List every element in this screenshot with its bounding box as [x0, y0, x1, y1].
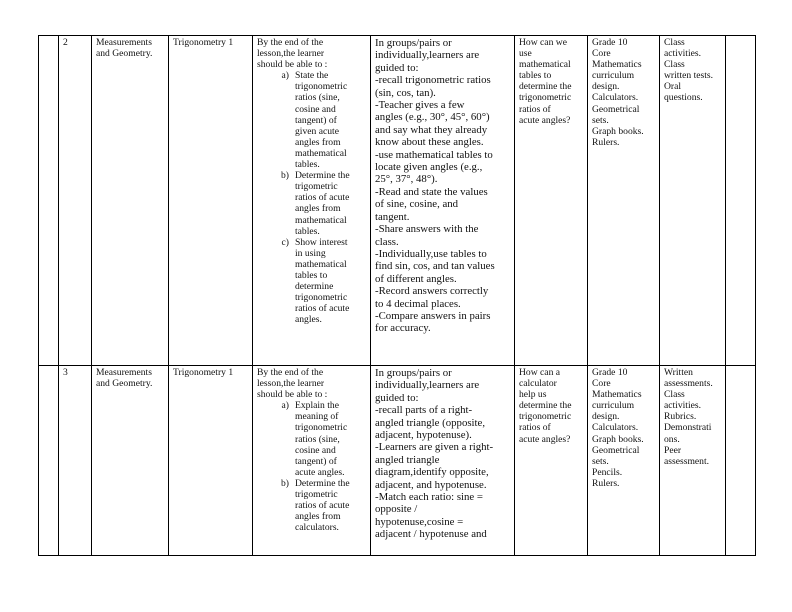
week-line: 2 — [63, 37, 68, 48]
experiences-line: of different angles. — [375, 272, 457, 285]
outcome-line: Determine the — [295, 170, 350, 182]
experiences-line: adjacent, and hypotenuse. — [375, 478, 487, 491]
assessment-line: activities. — [664, 48, 702, 60]
inquiry-line: mathematical — [519, 59, 571, 71]
blank-cell — [39, 36, 59, 366]
learning-outcomes — [257, 37, 367, 365]
outcome-line: Determine the — [295, 477, 350, 489]
resources-line: Core — [592, 48, 611, 60]
experiences-line: know about these angles. — [375, 136, 484, 149]
strand-line: Measurements — [96, 37, 152, 48]
inquiry-line: acute angles? — [519, 114, 571, 126]
outcome-label: a) — [281, 400, 289, 412]
outcome-item — [257, 70, 367, 170]
outcome-item — [257, 237, 367, 326]
resources-cell — [588, 36, 660, 366]
outcome-line: cosine and — [295, 444, 336, 456]
inquiry-text — [519, 37, 584, 365]
resources-line: Rulers. — [592, 136, 620, 148]
outcome-text — [295, 170, 350, 237]
resources-line: Graph books. — [592, 125, 644, 137]
sub-strand-text — [173, 367, 249, 555]
experiences-line: -Compare answers in pairs — [375, 309, 491, 322]
strand-line: and Geometry. — [96, 378, 153, 390]
outcome-line: tangent) of — [295, 455, 337, 467]
sub-strand-text — [173, 37, 249, 365]
resources-line: design. — [592, 411, 620, 423]
outcome-line: angles from — [295, 136, 341, 148]
remarks-cell — [726, 366, 756, 556]
inquiry-line: ratios of — [519, 422, 551, 434]
lesson-plan-table — [38, 35, 756, 556]
experiences-line: individually,learners are — [375, 379, 480, 392]
strand-line: Measurements — [96, 367, 152, 378]
assessment-line: assessments. — [664, 378, 713, 390]
inquiry-line: trigonometric — [519, 411, 572, 423]
blank-cell — [39, 366, 59, 556]
assessment-cell — [660, 366, 726, 556]
experiences-line: tangent. — [375, 210, 410, 223]
outcome-line: angles from — [295, 511, 341, 523]
experiences-line: angled triangle — [375, 453, 440, 466]
resources-line: curriculum — [592, 400, 635, 412]
assessment-line: Class — [664, 389, 685, 401]
experiences-line: In groups/pairs or — [375, 367, 452, 379]
outcome-item — [257, 170, 367, 237]
outcome-line: trigometric — [295, 489, 338, 501]
assessment-line: Oral — [664, 81, 682, 93]
outcome-line: acute angles. — [295, 466, 345, 478]
outcome-line: meaning of — [295, 411, 339, 423]
assessment-line: Demonstrati — [664, 422, 712, 434]
outcome-line: determine — [295, 281, 334, 293]
outcome-line: angles from — [295, 203, 341, 215]
strand-line: and Geometry. — [96, 48, 153, 60]
experiences-line: locate given angles (e.g., — [375, 161, 483, 174]
experiences-line: -Read and state the values — [375, 185, 488, 198]
inquiry-text — [519, 367, 584, 555]
outcome-label: c) — [281, 236, 289, 248]
outcome-line: tables. — [295, 159, 320, 171]
outcome-line: calculators. — [295, 522, 339, 534]
week-line: 3 — [63, 367, 68, 378]
inquiry-line: determine the — [519, 400, 572, 412]
outcome-line: Explain the — [295, 400, 339, 412]
assessment-line: Class — [664, 59, 685, 71]
resources-line: curriculum — [592, 70, 635, 82]
resources-line: Geometrical — [592, 444, 640, 456]
strand-text — [96, 367, 165, 555]
resources-text — [592, 37, 656, 365]
resources-line: Geometrical — [592, 103, 640, 115]
sub-strand-cell — [169, 36, 253, 366]
resources-line: design. — [592, 81, 620, 93]
experiences-line: -Learners are given a right- — [375, 441, 494, 454]
inquiry-line: acute angles? — [519, 433, 571, 445]
resources-line: Calculators. — [592, 422, 639, 434]
experiences-line: (sin, cos, tan). — [375, 86, 436, 99]
strand-cell — [92, 36, 169, 366]
week-text — [63, 367, 88, 555]
experiences-line: angled triangle (opposite, — [375, 416, 486, 429]
outcomes-intro-line: should be able to : — [257, 59, 328, 71]
learning-outcomes-cell — [253, 36, 371, 366]
experiences-line: guided to: — [375, 391, 419, 404]
sub-strand-line: Trigonometry 1 — [173, 367, 234, 378]
sub-strand-cell — [169, 366, 253, 556]
assessment-line: assessment. — [664, 455, 710, 467]
resources-line: Grade 10 — [592, 37, 628, 48]
resources-line: sets. — [592, 114, 609, 126]
resources-line: Rulers. — [592, 477, 620, 489]
outcome-line: angles. — [295, 314, 322, 326]
week-text — [63, 37, 88, 365]
inquiry-line: ratios of — [519, 103, 551, 115]
experiences-line: -recall parts of a right- — [375, 404, 473, 417]
outcome-line: trigonometric — [295, 292, 348, 304]
experiences-text — [375, 37, 511, 365]
outcome-label: b) — [281, 477, 289, 489]
experiences-line: -recall trigonometric ratios — [375, 74, 491, 87]
assessment-text — [664, 367, 722, 555]
experiences-line: diagram,identify opposite, — [375, 466, 489, 479]
experiences-line: and say what they already — [375, 123, 488, 136]
outcome-line: State the — [295, 70, 329, 82]
inquiry-line: How can a — [519, 367, 561, 378]
experiences-line: -Match each ratio: sine = — [375, 491, 484, 504]
experiences-text — [375, 367, 511, 555]
outcome-label: b) — [281, 170, 289, 182]
outcome-line: ratios (sine, — [295, 433, 340, 445]
inquiry-line: help us — [519, 389, 547, 401]
resources-cell — [588, 366, 660, 556]
learning-outcomes — [257, 367, 367, 555]
inquiry-line: use — [519, 48, 532, 60]
resources-line: Core — [592, 378, 611, 390]
experiences-line: opposite / — [375, 503, 418, 516]
resources-line: sets. — [592, 455, 609, 467]
outcome-text — [295, 400, 347, 478]
week-cell — [59, 366, 92, 556]
experiences-line: -Individually,use tables to — [375, 247, 487, 260]
strand-text — [96, 37, 165, 365]
experiences-line: class. — [375, 235, 399, 248]
experiences-line: adjacent, hypotenuse). — [375, 429, 472, 442]
week-cell — [59, 36, 92, 366]
inquiry-line: calculator — [519, 378, 557, 390]
outcome-text — [295, 478, 350, 533]
outcome-line: mathematical — [295, 214, 347, 226]
experiences-line: 25°, 37°, 48°). — [375, 173, 438, 186]
outcome-item — [257, 400, 367, 478]
outcomes-intro-line: should be able to : — [257, 389, 328, 401]
experiences-line: individually,learners are — [375, 49, 480, 62]
outcome-line: mathematical — [295, 147, 347, 159]
resources-line: Mathematics — [592, 389, 642, 401]
assessment-text — [664, 37, 722, 365]
experiences-line: for accuracy. — [375, 322, 431, 335]
sub-strand-line: Trigonometry 1 — [173, 37, 234, 48]
assessment-line: Class — [664, 37, 685, 48]
assessment-cell — [660, 36, 726, 366]
inquiry-line: How can we — [519, 37, 567, 48]
outcome-line: tangent) of — [295, 114, 337, 126]
assessment-line: written tests. — [664, 70, 714, 82]
outcome-text — [295, 237, 349, 326]
resources-line: Calculators. — [592, 92, 639, 104]
inquiry-question-cell — [515, 366, 588, 556]
assessment-line: questions. — [664, 92, 703, 104]
outcome-text — [295, 70, 347, 170]
outcome-line: ratios of acute — [295, 192, 350, 204]
outcome-line: ratios (sine, — [295, 92, 340, 104]
outcome-line: trigonometric — [295, 422, 348, 434]
outcome-line: tables to — [295, 269, 328, 281]
outcomes-intro-line: By the end of the — [257, 37, 324, 48]
resources-line: Graph books. — [592, 433, 644, 445]
remarks-text — [730, 367, 752, 555]
assessment-line: ons. — [664, 433, 680, 445]
outcomes-intro-line: By the end of the — [257, 367, 324, 378]
outcome-line: trigonometric — [295, 81, 348, 93]
inquiry-line: determine the — [519, 81, 572, 93]
resources-text — [592, 367, 656, 555]
experiences-line: -Share answers with the — [375, 223, 479, 236]
strand-cell — [92, 366, 169, 556]
assessment-line: Written — [664, 367, 693, 378]
table-row — [39, 36, 756, 366]
experiences-line: guided to: — [375, 61, 419, 74]
experiences-line: of sine, cosine, and — [375, 198, 459, 211]
outcome-line: given acute — [295, 125, 339, 137]
outcome-line: cosine and — [295, 103, 336, 115]
experiences-line: -Teacher gives a few — [375, 99, 465, 112]
inquiry-question-cell — [515, 36, 588, 366]
outcomes-intro-line: lesson,the learner — [257, 378, 325, 390]
outcome-line: in using — [295, 247, 326, 259]
table-row — [39, 366, 756, 556]
outcome-line: Show interest — [295, 236, 348, 248]
outcome-item — [257, 478, 367, 533]
learning-experiences-cell — [371, 36, 515, 366]
inquiry-line: trigonometric — [519, 92, 572, 104]
assessment-line: Rubrics. — [664, 411, 697, 423]
experiences-line: angles (e.g., 30°, 45°, 60°) — [375, 111, 490, 124]
outcome-line: tables. — [295, 225, 320, 237]
assessment-line: Peer — [664, 444, 682, 456]
experiences-line: In groups/pairs or — [375, 37, 452, 49]
experiences-line: find sin, cos, and tan values — [375, 260, 495, 273]
remarks-text — [730, 37, 752, 365]
experiences-line: adjacent / hypotenuse and — [375, 528, 487, 541]
outcome-line: ratios of acute — [295, 303, 350, 315]
learning-experiences-cell — [371, 366, 515, 556]
inquiry-line: tables to — [519, 70, 552, 82]
outcome-line: ratios of acute — [295, 500, 350, 512]
experiences-line: hypotenuse,cosine = — [375, 515, 464, 528]
resources-line: Grade 10 — [592, 367, 628, 378]
outcome-line: trigometric — [295, 181, 338, 193]
remarks-cell — [726, 36, 756, 366]
outcomes-intro-line: lesson,the learner — [257, 48, 325, 60]
experiences-line: -Record answers correctly — [375, 285, 489, 298]
outcome-line: mathematical — [295, 258, 347, 270]
resources-line: Pencils. — [592, 466, 623, 478]
experiences-line: to 4 decimal places. — [375, 297, 461, 310]
learning-outcomes-cell — [253, 366, 371, 556]
experiences-line: -use mathematical tables to — [375, 148, 493, 161]
assessment-line: activities. — [664, 400, 702, 412]
resources-line: Mathematics — [592, 59, 642, 71]
outcome-label: a) — [281, 70, 289, 82]
